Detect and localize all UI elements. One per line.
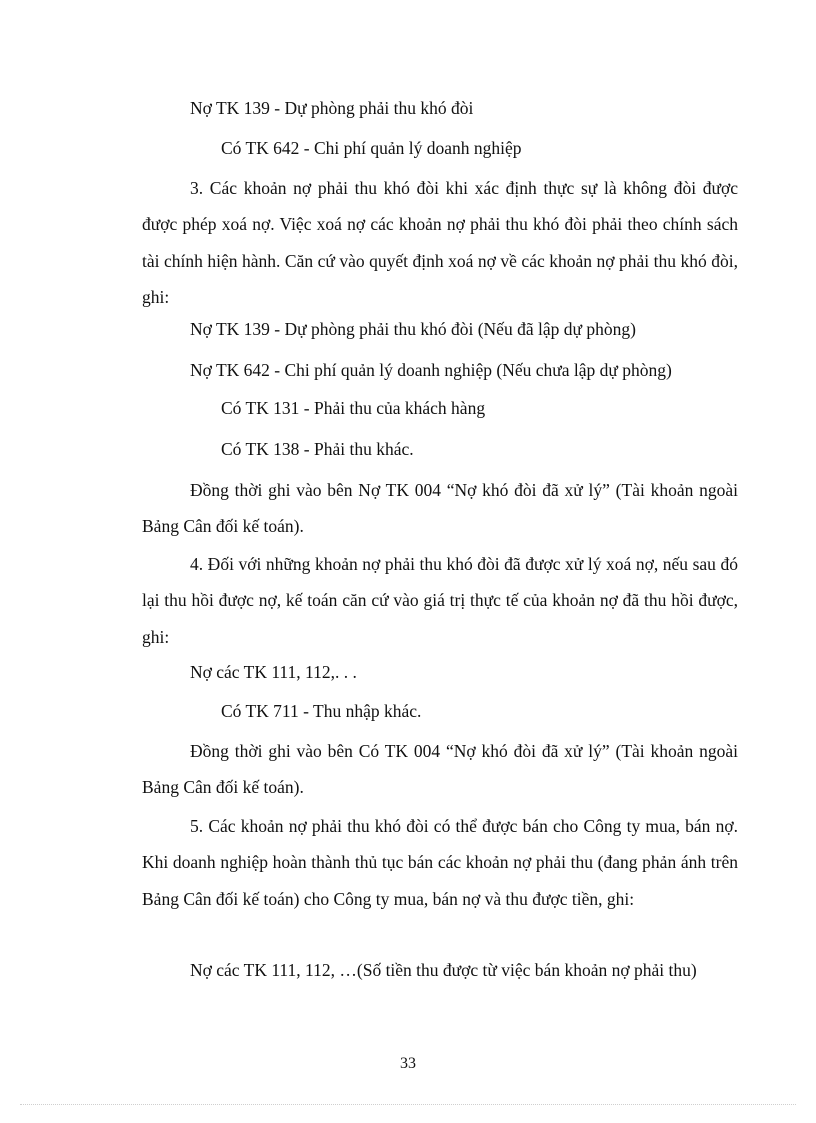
entry-credit-138: Có TK 138 - Phải thu khác. xyxy=(221,439,414,459)
paragraph-3: 3. Các khoản nợ phải thu khó đòi khi xác định thực sự là không đòi được được phép xoá nợ. Việc xoá nợ các khoản nợ phải thu khó đòi phải theo chính sách tài chính hiện hành. Căn cứ vào quyết định xoá nợ về các khoản nợ phải thu khó đòi, ghi: xyxy=(142,178,738,308)
page-number: 33 xyxy=(400,1055,416,1072)
entry-debit-111-112: Nợ các TK 111, 112,. . . xyxy=(190,662,357,682)
entry-credit-131: Có TK 131 - Phải thu của khách hàng xyxy=(221,398,486,418)
entry-credit-711: Có TK 711 - Thu nhập khác. xyxy=(221,701,422,721)
entry-debit-642-no-provision: Nợ TK 642 - Chi phí quản lý doanh nghiệp (Nếu chưa lập dự phòng) xyxy=(190,360,672,380)
footer-divider xyxy=(20,1104,796,1105)
paragraph-4: 4. Đối với những khoản nợ phải thu khó đòi đã được xử lý xoá nợ, nếu sau đó lại thu hồi được nợ, kế toán căn cứ vào giá trị thực tế của khoản nợ đã thu hồi được, ghi: xyxy=(142,554,738,647)
entry-debit-sale-proceeds: Nợ các TK 111, 112, …(Số tiền thu được từ việc bán khoản nợ phải thu) xyxy=(190,960,697,980)
entry-debit-139-provision: Nợ TK 139 - Dự phòng phải thu khó đòi (Nếu đã lập dự phòng) xyxy=(190,319,636,339)
paragraph-off-balance-debit: Đồng thời ghi vào bên Nợ TK 004 “Nợ khó đòi đã xử lý” (Tài khoản ngoài Bảng Cân đối kế toán). xyxy=(142,480,738,537)
paragraph-5: 5. Các khoản nợ phải thu khó đòi có thể được bán cho Công ty mua, bán nợ. Khi doanh nghiệp hoàn thành thủ tục bán các khoản nợ phải thu (đang phản ánh trên Bảng Cân đối kế toán) cho Công ty mua, bán nợ và thu được tiền, ghi: xyxy=(142,816,738,909)
entry-credit-642: Có TK 642 - Chi phí quản lý doanh nghiệp xyxy=(221,138,522,158)
paragraph-off-balance-credit: Đồng thời ghi vào bên Có TK 004 “Nợ khó đòi đã xử lý” (Tài khoản ngoài Bảng Cân đối kế toán). xyxy=(142,741,738,798)
entry-debit-139: Nợ TK 139 - Dự phòng phải thu khó đòi xyxy=(190,98,474,118)
